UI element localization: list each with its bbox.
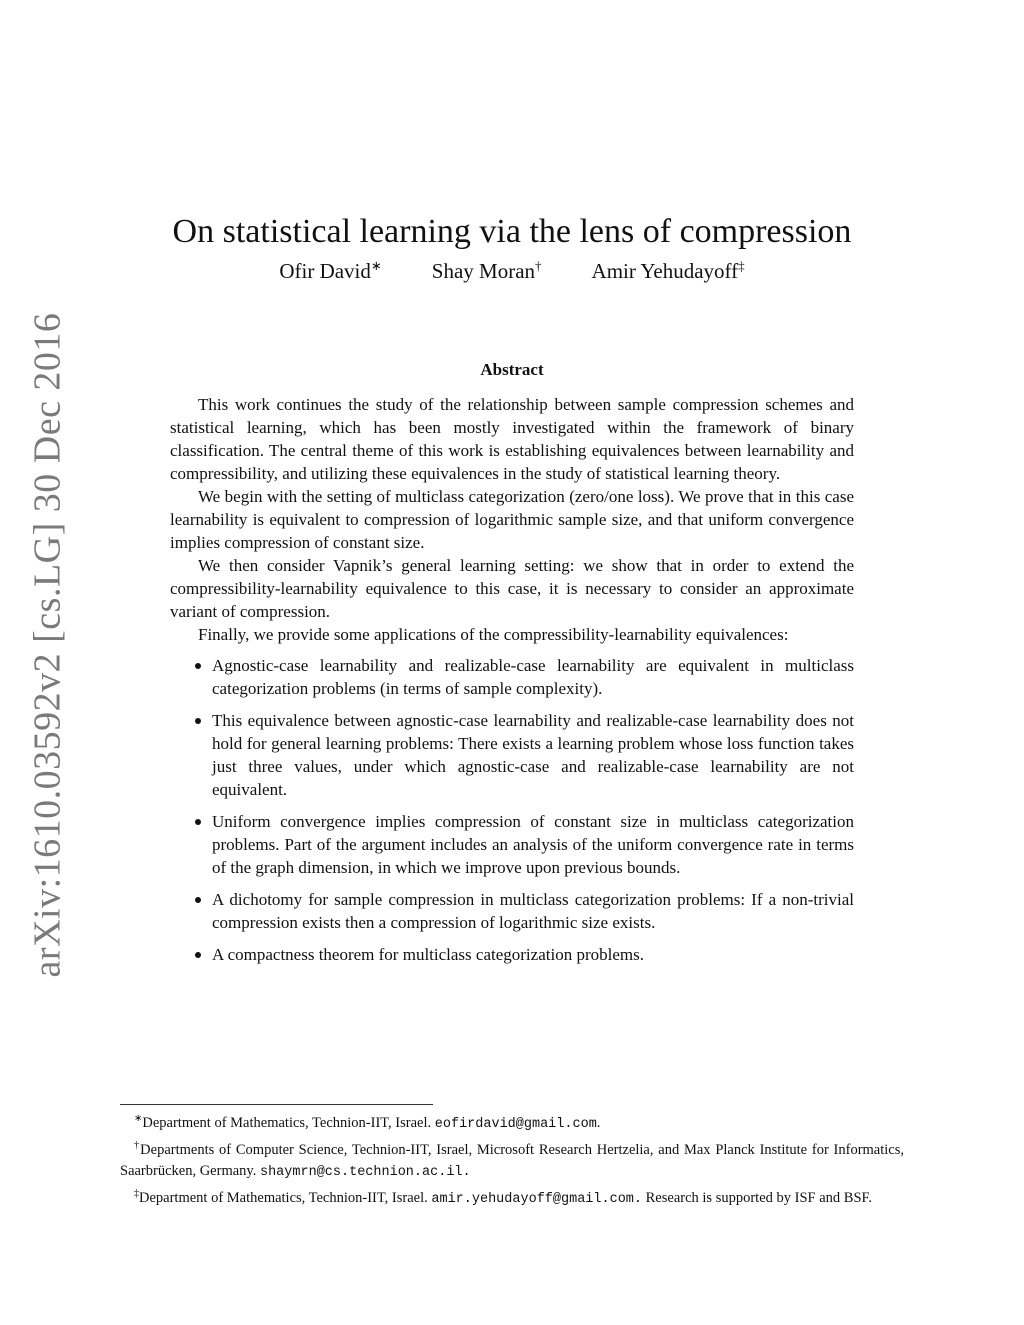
list-item: A dichotomy for sample compression in multiclass categorization problems: If a non-trivial compression exists then a compression of logarithmic size exists. <box>170 888 854 934</box>
email-link[interactable]: eofirdavid@gmail.com <box>434 1116 597 1132</box>
list-item: This equivalence between agnostic-case learnability and realizable-case learnability does not hold for general learning problems: There exists a learning problem whose loss function takes just three values, under which agnostic-case and realizable-case learnability are not equivalent. <box>170 709 854 801</box>
applications-list <box>170 654 854 966</box>
bullet-icon <box>195 663 201 669</box>
bullet-icon <box>195 718 201 724</box>
abstract-paragraph: This work continues the study of the relationship between sample compression schemes and statistical learning, which has been mostly investigated within the framework of binary classification. The central theme of this work is establishing equivalences between learnability and compressibility, and utilizing these equivalences in the study of statistical learning theory. <box>170 395 854 483</box>
email-link[interactable]: shaymrn@cs.technion.ac.il. <box>259 1164 471 1180</box>
footnotes <box>120 1108 904 1209</box>
bullet-icon <box>195 897 201 903</box>
bullet-icon <box>195 819 201 825</box>
footnote-divider <box>120 1104 433 1105</box>
footnote: ∗Department of Mathematics, Technion-IIT, Israel. eofirdavid@gmail.com. <box>134 1113 601 1132</box>
abstract-body <box>170 393 854 975</box>
author-2: Shay Moran† <box>431 258 542 283</box>
abstract-paragraph: We then consider Vapnik’s general learning setting: we show that in order to extend the compressibility-learnability equivalence to this case, it is necessary to consider an approximate variant of compression. <box>170 556 854 621</box>
bullet-icon <box>195 952 201 958</box>
abstract-paragraph: We begin with the setting of multiclass categorization (zero/one loss). We prove that in this case learnability is equivalent to compression of logarithmic sample size, and that uniform convergence implies compression of constant size. <box>170 487 854 552</box>
author-3: Amir Yehudayoff‡ <box>591 258 745 283</box>
footnote: †Departments of Computer Science, Technion-IIT, Israel, Microsoft Research Hertzelia, and Max Planck Institute for Informatics, Saarbrücken, Germany. shaymrn@cs.technion.ac.il. <box>120 1139 905 1180</box>
author-1: Ofir David∗ <box>279 258 382 283</box>
list-item: Agnostic-case learnability and realizable-case learnability are equivalent in multiclass categorization problems (in terms of sample complexity). <box>170 654 854 700</box>
list-item: Uniform convergence implies compression of constant size in multiclass categorization problems. Part of the argument includes an analysis of the uniform convergence rate in terms of the graph dimension, in which we improve upon previous bounds. <box>170 810 854 879</box>
list-item: A compactness theorem for multiclass categorization problems. <box>170 943 854 966</box>
arxiv-identifier-sidebar <box>19 312 75 978</box>
footnote: ‡Department of Mathematics, Technion-IIT, Israel. amir.yehudayoff@gmail.com. Research is supported by ISF and BSF. <box>134 1187 873 1207</box>
abstract-paragraph: Finally, we provide some applications of the compressibility-learnability equivalences: <box>198 625 789 644</box>
abstract-heading: Abstract <box>480 360 544 379</box>
arxiv-id: arXiv:1610.03592v2 [cs.LG] 30 Dec 2016 <box>26 312 68 978</box>
paper-title: On statistical learning via the lens of compression <box>172 212 852 250</box>
email-link[interactable]: amir.yehudayoff@gmail.com. <box>431 1191 643 1207</box>
author-list <box>0 258 1024 284</box>
